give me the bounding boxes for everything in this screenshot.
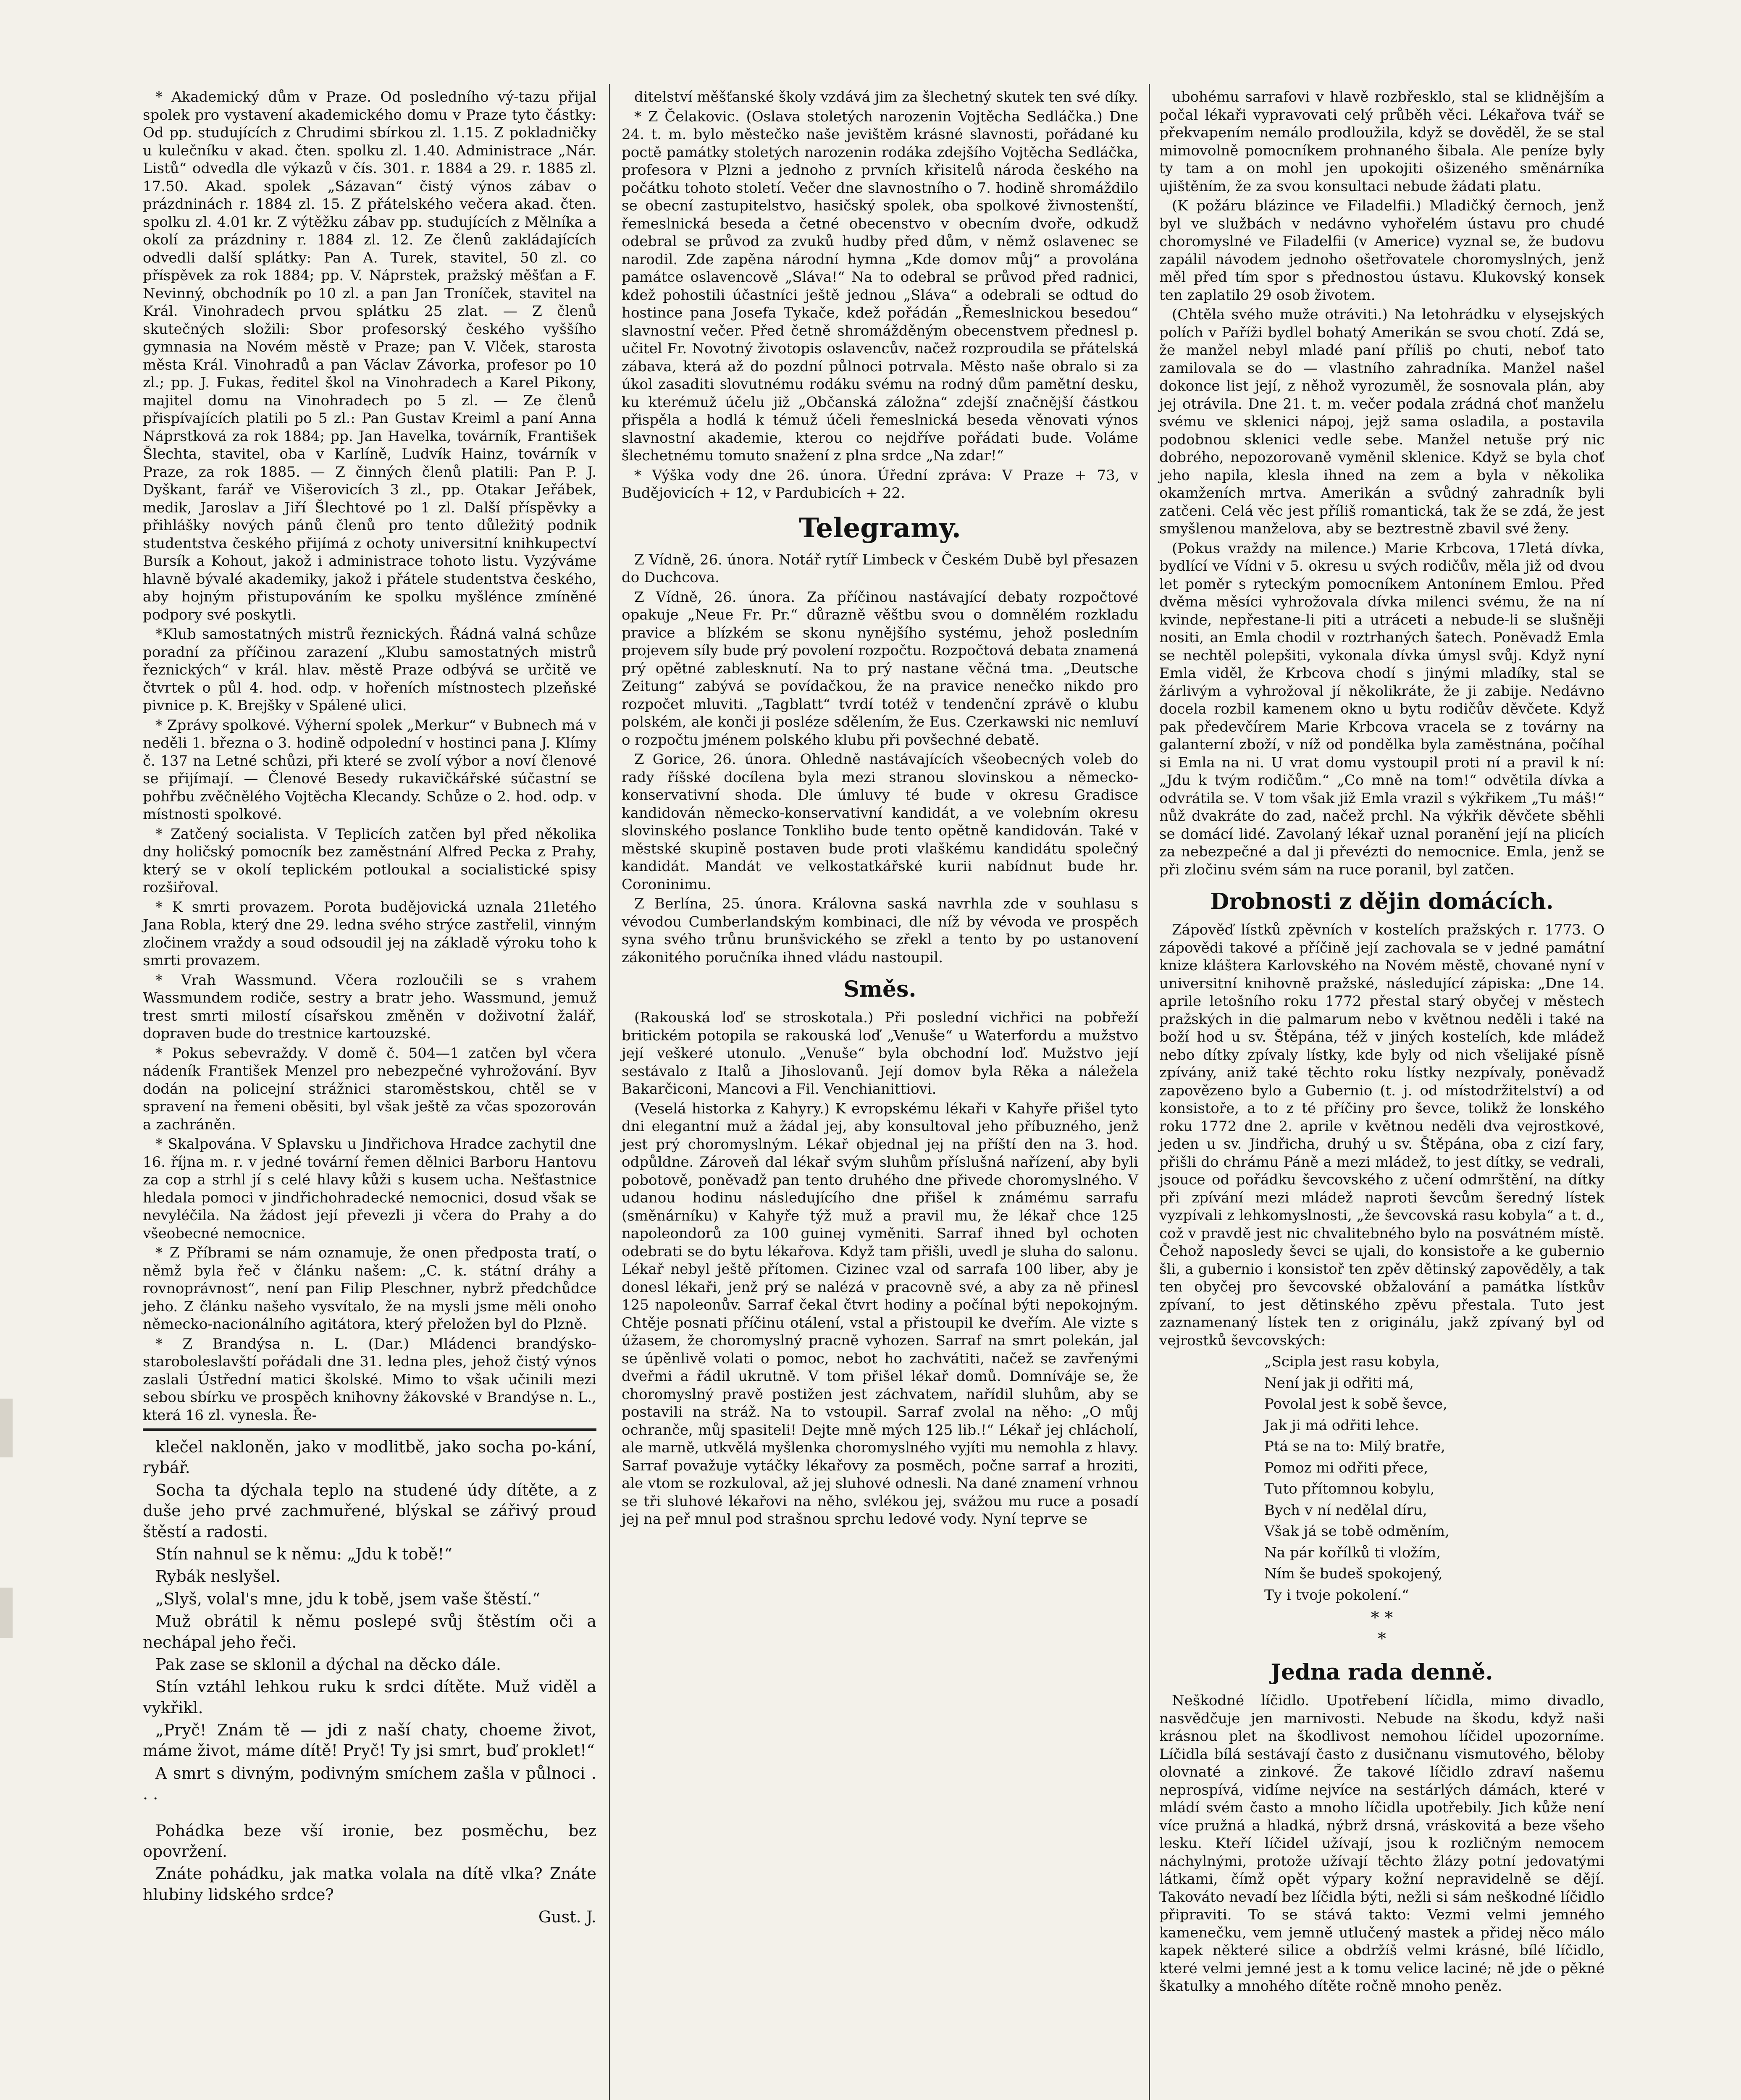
- poem-line: Jak ji má odřiti lehce.: [1264, 1417, 1419, 1434]
- scan-edge-mark: [0, 1399, 13, 1457]
- story-paragraph: Stín nahnul se k němu: „Jdu k tobě!“: [155, 1544, 452, 1563]
- story-paragraph: A smrt s divným, podivným smíchem zašla v půlnoci . . .: [143, 1764, 596, 1803]
- news-item: * K smrti provazem. Porota budějovická uznala 21letého Jana Robla, který dne 29. ledna svého strýce zastřelil, vinným zločinem vraždy a soud odsoudil jej na základě výroku toho k smrti provazem.: [143, 898, 596, 969]
- poem-line: Ty i tvoje pokolení.“: [1264, 1586, 1409, 1604]
- misc-item: (Pokus vraždy na milence.) Marie Krbcova, 17letá dívka, bydlící ve Vídni v 5. okresu u svých rodičův, měla již od dvou let poměr s ryteckým pomocníkem Antonínem Emlou. Před dvěma měsíci vyhrožovala dívka milenci svému, že na ní kvinde, nepřestane-li piti a utráceti a nebude-li se slušněji nositi, an Emla chodil v roztrhaných šatech. Poněvadž Emla se nechtěl polepšiti, vykonala dívka úmysl svůj. Když nyní Emla viděl, že Krbcova chodí s jinými mladíky, stal se žárlivým a vyhrožoval jí několikráte, že ji zabije. Nedávno docela rozbil kamenem okno u bytu rodičův děvčete. Když pak předevčírem Marie Krbcova vracela se z továrny na galanterní zboží, v níž od pondělka byla zaměstnána, počíhal si Emla na ni. U vrat domu vystoupil proti ní a pravil k ní: „Jdu k tvým rodičům.“ „Co mně na tom!“ odvětila dívka a odvrátila se. V tom však již Emla vrazil s výkřikem „Tu máš!“ nůž dvakráte do zad, načež prchl. Na výkřik děvčete sběhli se domácí lidé. Zavolaný lékař uznal poranění její na plicích za nebezpečné a dal ji převézti do nemocnice. Emla, jenž se při zločinu svém sám na ruce poranil, byl zatčen.: [1159, 540, 1604, 878]
- telegram-item: Z Gorice, 26. února. Ohledně nastávajících všeobecných voleb do rady říšské docílena byla mezi stranou slovinskou a německo-konservativní shoda. Dle úmluvy té bude v okresu Gradisce kandidován německo-konservativní kandidát, a ve volebním okresu slovinského poslance Tonkliho bude tento opětně kandidován. Také v městské skupině postaven bude proti vlaškému kandidátu společný kandidát. Mandát ve velkostatkářské kurii nabídnut bude hr. Coroninimu.: [622, 751, 1138, 893]
- misc-item: ubohému sarrafovi v hlavě rozbřesklo, stal se klidnějším a počal lékaři vypravovati celý průběh věci. Lékařova tvář se překvapením nemálo prodloužila, když se dověděl, že se stal mimovolně pomocníkem prohnaného šibala. Ale peníze byly ty tam a on mohl jen upokojiti ošizeného směnárníka ujištěním, že za svou konsultaci nebude žádati platu.: [1159, 89, 1604, 195]
- misc-item: (Rakouská loď se stroskotala.) Při poslední vichřici na pobřeží britickém potopila se rakouská loď „Venuše“ u Waterfordu a mužstvo její veškeré utonulo. „Venuše“ byla obchodní loď. Mužstvo její sestávalo z Italů a Jihoslovanů. Její domov byla Rěka a náležela Bakarčiconi, Mancovi a Fil. Venchianittiovi.: [622, 1009, 1138, 1097]
- story-paragraph: „Slyš, volal's mne, jdu k tobě, jsem vaše štěstí.“: [155, 1589, 541, 1608]
- misc-item: (Veselá historka z Kahyry.) K evropskému lékaři v Kahyře přišel tyto dni elegantní muž a žádal jej, aby konsultoval jeho příbuzného, jenž jest prý choromyslným. Lékař objednal jej na příští den na 3. hod. odpůldne. Zároveň dal lékař svým sluhům příslušná nařízení, aby byli pobotově, poněvadž pan tento druhého dne přivede choromyslného. V udanou hodinu následujícího dne přišel k známému sarrafu (směnárníku) v Kahyře týž muž a pravil mu, že lékař chce 125 napoleondorů za 100 guinej vyměniti. Sarraf ihned byl ochoten odebrati se do bytu lékařova. Když tam přišli, uvedl je sluha do salonu. Lékař nebyl ještě přítomen. Cizinec vzal od sarrafa 100 liber, aby je donesl lékaři, jenž prý se nalézá v pracovně své, a aby za ně přinesl 125 napoleonův. Sarraf čekal čtvrt hodiny a počínal býti nepokojným. Chtěje posnati příčinu otálení, vstal a přistoupil ke dveřím. Ale vizte s úžasem, že choromyslný pracně vyhozen. Sarraf na smrt polekán, jal se úpěnlivě volati o pomoc, nebot ho zachvátiti, načež se zavřenými dveřmi a řádil ukrutně. V tom přišel lékař domů. Domníváje se, že choromyslný pravě postižen jest záchvatem, nařídil sluhům, aby se postavili na stráž. Na to vstoupil. Sarraf zvolal na něho: „O můj ochranče, můj spasiteli! Dejte mně mých 125 lib.!“ Lékař jej chlácholí, ale marně, utkvělá myšlenka choromyslného vyjíti mu nemohla z hlavy. Sarraf považuje vytáčky lékařovy za posměch, počne sarraf a hroziti, ale vtom se rozkuloval, až jej sluhové odnesli. Na dané znamení vrhnou se tři sluhové lékařovi na něho, svlékou jej, svážou mu ruce a posadí jej na peř mnul pod strašnou sprchu ledové vody. Nyní teprve se: [622, 1100, 1138, 1528]
- story-paragraph: Pak zase se sklonil a dýchal na děcko dále.: [155, 1655, 502, 1674]
- news-item: * Zatčený socialista. V Teplicích zatčen byl před několika dny holičský pomocník bez zaměstnání Alfred Pecka z Prahy, který se v okolí teplickém potloukal a socialistické spisy rozšiřoval.: [143, 825, 596, 896]
- section-heading-smes: Směs.: [843, 976, 916, 1002]
- advice-item: Neškodné líčidlo. Upotřebení líčidla, mimo divadlo, nasvědčuje jen marnivosti. Nebude na škodu, když naši krásnou plet na škodlivost nemohou líčidel upozorníme. Líčidla bílá sestávají často z dusičnanu vismutového, běloby olovnaté a zinkové. Že takové líčidlo zdraví našemu neprospívá, vidíme nejvíce na sestárlých dámách, které v mládí svém často a mnoho líčidla upotřebily. Jich kůže není více pružná a hladká, nýbrž drsná, vráskovitá a beze všeho lesku. Kteří líčidel užívají, jsou k rozličným nemocem náchylnými, protože užívají těchto žlázy potní jedovatými látkami, čímž opět výpary kožní nepravidelně se dějí. Takováto nevadí bez líčidla býti, nežli si sám neškodné líčidlo připraviti. To se stává takto: Vezmi velmi jemného kamenečku, vem jemně utlučený mastek a přidej něco málo kapek některé silice a obdržíš velmi krásné, bílé líčidlo, které velmi jemné jest a k tomu velice laciné; ně jde o pěkné škatulky a mnohého dítěte ročně mnoho peněz.: [1159, 1692, 1604, 1995]
- column-rule: [1149, 84, 1150, 2100]
- story-paragraph: Socha ta dýchala teplo na studené údy dítěte, a z duše jeho prvé zachmuřené, blýskal se zářivý proud štěstí a radosti.: [143, 1480, 596, 1541]
- news-item: * Z Brandýsa n. L. (Dar.) Mládenci brandýsko-staroboleslavští pořádali dne 31. ledna ples, jehož čistý výnos zaslali Ústřední matici školské. Mimo to však učinili mezi sebou sbírku ve prospěch knihovny žákovské v Brandýse n. L., která 16 zl. vynesla. Ře-: [143, 1335, 596, 1424]
- misc-item: (Chtěla svého muže otráviti.) Na letohrádku v elysejských polích v Paříži bydlel bohatý Amerikán se svou chotí. Zdá se, že manžel nebyl mladé paní příliš po chuti, neboť tato zamilovala se do — vlastního zahradníka. Manžel našel dokonce list její, z něhož vyrozuměl, že sosnovala plán, aby jej otrávila. Dne 21. t. m. večer podala zrádná choť manželu svému ve sklenici nápoj, jejž sama osladila, a postavila podobnou sklenici vedle sebe. Manžel netuše prý nic dobrého, nepozorovaně vyměnil sklenice. Když se byla choť jeho napila, klesla ihned na zem a byla v několika okamženích mrtva. Amerikán a svůdný zahradník byli zatčeni. Celá věc jest příliš romantická, tak že se zdá, že jest smyšlenou manželova, aby se beztrestně zbavil své ženy.: [1159, 306, 1604, 537]
- folk-poem: [1159, 1353, 1604, 1604]
- author-signature: Gust. J.: [538, 1908, 596, 1927]
- misc-item: (K požáru blázince ve Filadelfii.) Mladičký černoch, jenž byl ve službách v nedávno vyhořelém ústavu pro chudé choromyslné ve Filadelfii (v Americe) vyznal se, že budovu zapálil návodem jednoho ošetřovatele choromyslných, jenž měl před tím spor s přednostou ústavu. Klukovský konsek ten zaplatilo 29 osob životem.: [1159, 197, 1604, 304]
- scan-edge-mark: [0, 1588, 13, 1638]
- column-3: [1159, 88, 1604, 1997]
- poem-line: Ptá se na to: Milý bratře,: [1264, 1438, 1446, 1455]
- telegram-item: Z Vídně, 26. února. Za příčinou nastávající debaty rozpočtové opakuje „Neue Fr. Pr.“ důrazně věštbu svou o domnělém rozkladu pravice a blízkém se skonu nynějšího systému, jehož posledním projevem síly bude prý povolení rozpočtu. Rozpočtová debata znamená prý opětné zablesknutí. Na to prý nastane věčná tma. „Deutsche Zeitung“ zabývá se povídačkou, že na pravice nenečko nikdo pro rozpočet mluviti. „Tagblatt“ tvrdí totéž v tendenční zprávě o klubu polském, ale konči ji posléze sdělením, že Eus. Czerkawski nic nemluví o rozpočtu jménem polského klubu při povšechné debatě.: [622, 588, 1138, 748]
- poem-line: Však já se tobě odměním,: [1264, 1523, 1450, 1540]
- poem-line: Povolal jest k sobě ševce,: [1264, 1396, 1447, 1412]
- section-heading-drobnosti: Drobnosti z dějin domácích.: [1210, 889, 1554, 914]
- column-1: [143, 88, 596, 1929]
- story-paragraph: Muž obrátil k němu poslepé svůj štěstím oči a nechápal jeho řeči.: [143, 1612, 596, 1651]
- poem-line: Ním še budeš spokojený,: [1264, 1565, 1443, 1582]
- news-item: * Vrah Wassmund. Včera rozloučili se s vrahem Wassmundem rodiče, sestry a bratr jeho. Wassmund, jemuž trest smrti milostí císařskou změněn v doživotní žalář, dopraven bude do trestnice kartouzské.: [143, 971, 596, 1042]
- history-item: Zápověď lístků zpěvních v kostelích pražských r. 1773. O zápovědi takové a příčině její zachovala se v jedné památní knize kláštera Karlovského na Novém městě, chované nyní v universitní knihovně pražské, následující zápiska: „Dne 14. aprile letošního roku 1772 přestal starý obyčej v městech pražských in die palmarum nebo v květnou neděli i také na boží hod u sv. Štěpána, též v jiných kostelích, kde mládež nebo dítky zpívaly lístky, kde byly od nich všelijaké písně zpívány, aniž také těchto roku lístky nezpívaly, poněvadž zapovězeno bylo a Gubernio (t. j. od místodržitelství) a od konsistoře, a to z té příčiny pro ševce, tolikž že lonského roku 1772 dne 2. aprile v květnou neděli dva vejrostkové, jeden u sv. Jindřicha, druhý u sv. Štěpána, oba z cizí fary, přišli do chrámu Páně a mezi mládež, to jest dítky, se vedrali, jsouce od pořádku ševcovského z učení odmrštění, na dítky při zpívání mezi mládež naproti ševcům šeredný lístek vyzpívali z lehkomyslnosti, „že ševcovská rasu kobyla“ a t. d., což v pravdě jest nic chvalitebného bylo na posvátném místě. Čehož naposledy ševci se ujali, do konsistoře a ke gubernio šli, a gubernio i konsistoř ten zpěv dětinský zapověděly, a tak ten obyčej pro ševcovské obžalování a památka lístkův zpívaní, to jest dětinského zpěvu přestala. Tuto jest zaznamenaný lístek ten z originálu, jakž zpívaný byl od vejrostků ševcovských:: [1159, 921, 1604, 1349]
- news-item: * Z Příbrami se nám oznamuje, že onen předposta tratí, o němž byla řeč v článku našem: „C. k. státní dráhy a rovnoprávnost“, není pan Filip Pleschner, nybrž předchůdce jeho. Z článku našeho vysvítalo, že na mysli jsme měli onoho německo-nacionálního agitátora, který přeložen byl do Plzně.: [143, 1244, 596, 1333]
- news-item: *Klub samostatných mistrů řeznických. Řádná valná schůze poradní za příčinou zarazení „Klubu samostatných mistrů řeznických“ v král. hlav. městě Praze odbývá se určitě ve čtvrtek o půl 4. hod. odp. v hořeních místnostech plzeňské pivnice p. K. Brejšky v Spálené ulici.: [143, 626, 596, 714]
- column-2: [622, 88, 1138, 1530]
- section-heading-rada: Jedna rada denně.: [1271, 1659, 1493, 1685]
- telegram-item: Z Vídně, 26. února. Notář rytíř Limbeck v Českém Dubě byl přesazen do Duchcova.: [622, 551, 1138, 586]
- news-item: * Z Čelakovic. (Oslava stoletých narozenin Vojtěcha Sedláčka.) Dne 24. t. m. bylo městečko naše jevištěm krásné slavnosti, pořádané ku poctě památky stoletých narozenin rodáka zdejšího Vojtěcha Sedláčka, profesora v Plzni a jednoho z prvních křisitelů národa českého na počátku tohoto století. Večer dne slavnostního o 7. hodině shromáždilo se obecní zastupitelstvo, hasičský spolek, oba spolkové živnostenští, řemeslnická beseda a četné obecenstvo v obecním dvoře, odkudž odebral se průvod za zvuků hudby před dům, v němž oslavenec se narodil. Zde zapěna národní hymna „Kde domov můj“ a provolána památce oslavencově „Sláva!“ Na to odebral se průvod před radnici, kdež pohostili účastníci ještě jednou „Sláva“ a odebrali se odtud do hostince pana Josefa Tykače, kdež pořádán „Řemeslnickou besedou“ slavnostní večer. Před četně shromážděným obecenstvem přednesl p. učitel Fr. Novotný životopis oslavencův, načež rozproudila se přátelská zábava, která až do pozdní půlnoci potrvala. Město naše obralo si za úkol zasaditi slovutnému rodáku svému na rodný dům pamětní desku, ku kterémuž účelu již „Občanská záložna“ zdejší značnější částkou přispěla a hodlá k témuž účeli řemeslnická beseda věnovati výnos slavnostní akademie, kterou co nejdříve pořádati bude. Voláme šlechetnému tomuto snažení z plna srdce „Na zdar!“: [622, 108, 1138, 464]
- poem-line: Tuto přítomnou kobylu,: [1264, 1480, 1435, 1497]
- story-paragraph: Znáte pohádku, jak matka volala na dítě vlka? Znáte hlubiny lidského srdce?: [143, 1864, 596, 1904]
- news-item: ditelství měšťanské školy vzdává jim za šlechetný skutek ten své díky.: [634, 89, 1138, 105]
- feuilleton-story: [143, 1437, 596, 1928]
- story-paragraph: Pohádka beze vší ironie, bez posměchu, bez opovržení.: [143, 1821, 596, 1861]
- column-rule: [609, 84, 610, 2100]
- news-item: * Pokus sebevraždy. V domě č. 504—1 zatčen byl včera nádeník František Menzel pro nebezpečné vyhrožování. Byv dodán na policejní strážnici staroměstskou, chtěl se v spravení na řemeni oběsiti, byl však ještě za včas spozorován a zachráněn.: [143, 1045, 596, 1133]
- poem-line: Na pár kořílků ti vložím,: [1264, 1544, 1441, 1561]
- story-paragraph: Rybák neslyšel.: [155, 1567, 281, 1586]
- news-item: * Zprávy spolkové. Výherní spolek „Merkur“ v Bubnech má v neděli 1. března o 3. hodině odpolední v hostinci pana J. Klímy č. 137 na Letné schůzi, při které se zvolí výbor a noví členové se přijímají. — Členové Besedy rukavičkářské súčastní se pohřbu zvěčnělého Vojtěcha Klecandy. Schůze o 2. hod. odp. v místnosti spolkové.: [143, 717, 596, 823]
- story-paragraph: klečel nakloněn, jako v modlitbě, jako socha po-kání, rybář.: [143, 1438, 596, 1477]
- poem-line: „Scipla jest rasu kobyla,: [1264, 1353, 1440, 1370]
- poem-line: Pomoz mi odřiti přece,: [1264, 1459, 1429, 1476]
- news-item: * Akademický dům v Praze. Od posledního vý-tazu přijal spolek pro vystavení akademického domu v Praze tyto částky: Od pp. studujících z Chrudimi sbírkou zl. 1.15. Z pokladničky u kulečníku v akad. čten. spolku zl. 1.40. Administrace „Nár. Listů“ odvedla dle výkazů v čís. 301. r. 1884 a 29. r. 1885 zl. 17.50. Akad. spolek „Sázavan“ čistý výnos zábav o prázdninách r. 1884 zl. 15. Z přátelského večera akad. čten. spolku zl. 4.01 kr. Z výtěžku zábav pp. studujících z Mělníka a okolí za prázdniny r. 1884 zl. 12. Ze členů zakládajících odvedli další splátky: Pan A. Turek, stavitel, 50 zl. co příspěvek za rok 1884; pp. V. Náprstek, pražský měšťan a F. Nevinný, obchodník po 10 zl. a pan Jan Troníček, stavitel na Král. Vinohradech prvou splátku 25 zlat. — Z členů skutečných složili: Sbor profesorský českého vyššího gymnasia na Novém městě v Praze; pan V. Vlček, starosta města Král. Vinohradů a pan Václav Závorka, profesor po 10 zl.; pp. J. Fukas, ředitel škol na Vinohradech a Karel Pikony, majitel domu na Vinohradech po 5 zl. — Ze členů přispívajících platili po 5 zl.: Pan Gustav Kreiml a paní Anna Náprstková za rok 1884; pp. Jan Havelka, továrník, František Šlechta, stavitel, oba v Karlíně, Ludvík Hainz, továrník v Praze, za rok 1885. — Z činných členů platili: Pan P. J. Dyškant, farář ve Višerovicích 3 zl., pp. Otakar Jeřábek, medik, Jaroslav a Jiří Šlechtové po 1 zl. Další příspěvky a přihlášky nových pánů členů pro tento důležitý podnik studentstva českého přijímá z ochoty universitní knihkupectví Bursík a Kohout, jakož i administrace tohoto listu. Vyzýváme hlavně bývalé akademiky, jakož i přátele studentstva českého, aby hojným přistupováním ke spolku myšlénce zmíněné podpory své poskytli.: [143, 89, 596, 623]
- story-paragraph: Stín vztáhl lehkou ruku k srdci dítěte. Muž viděl a vykřikl.: [143, 1677, 596, 1717]
- news-item: * Výška vody dne 26. února. Úřední zpráva: V Praze + 73, v Budějovicích + 12, v Pardubicích + 22.: [622, 467, 1138, 501]
- asterisk-separator: * * *: [1371, 1608, 1393, 1648]
- section-heading-telegramy: Telegramy.: [799, 512, 961, 544]
- news-item: * Skalpována. V Splavsku u Jindřichova Hradce zachytil dne 16. října m. r. v jedné tovární řemen dělnici Barboru Hantovu za cop a strhl jí s celé hlavy kůži s kusem ucha. Nešťastnice hledala pomoci v jindřichohradecké nemocnici, dosud však se nevyléčila. Na žádost její převezli ji včera do Prahy a do všeobecné nemocnice.: [143, 1136, 596, 1242]
- poem-line: Bych v ní nedělal díru,: [1264, 1502, 1427, 1519]
- section-rule: [143, 1428, 596, 1431]
- poem-line: Není jak ji odřiti má,: [1264, 1374, 1414, 1391]
- story-paragraph: „Pryč! Znám tě — jdi z naší chaty, choeme život, máme život, máme dítě! Pryč! Ty jsi smrt, buď proklet!“: [143, 1721, 596, 1760]
- telegram-item: Z Berlína, 25. února. Královna saská navrhla zde v souhlasu s vévodou Cumberlandským kombinaci, dle níž by vévoda ve prospěch syna svého trůnu brunšvického se zřekl a tento by po ustanovení zákonitého poručníka ihned vládu nastoupil.: [622, 895, 1138, 966]
